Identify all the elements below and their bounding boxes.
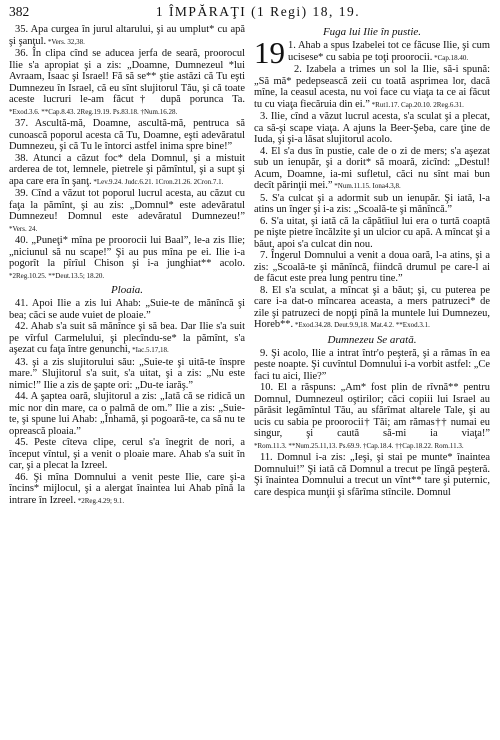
- verse-text: 11. Domnul i-a zis: „Ieşi, şi stai pe munte* înaintea Domnului!” Şi iată că Domnul a trecut pe lîngă peşteră. Şi înaintea Domnului a trecut un vînt** tare şi puternic, care despica munţii şi sfărîma stîncile. Domnul: [254, 452, 490, 498]
- verse: [9, 391, 245, 437]
- cross-reference: *Exod.3.6. **Cap.8.43. 2Reg.19.19. Ps.83.18. †Num.16.28.: [9, 107, 178, 116]
- verse: [9, 321, 245, 357]
- verse: [9, 235, 245, 282]
- page-header: [9, 4, 491, 24]
- cross-reference: *Iac.5.17,18.: [130, 346, 169, 354]
- verse-text: 44. A şaptea oară, slujitorul a zis: „Iată că se ridică un mic nor din mare, ca o palmă de om.” Ilie a zis: „Suie-te, şi spune lui Ahab: „Înhamă, şi pogoară-te, ca să nu te oprească ploaia.”: [9, 391, 245, 437]
- cross-reference: *2Reg.4.29; 9.1.: [75, 496, 125, 505]
- page-number: 382: [9, 4, 30, 19]
- verse: [9, 188, 245, 235]
- verse: [254, 285, 490, 332]
- cross-reference: *Cap.18.40.: [432, 53, 469, 62]
- verse-text: 35. Apa curgea în jurul altarului, şi au umplut* cu apă şi şanţul.: [9, 24, 245, 47]
- verse-text: 9. Şi acolo, Ilie a intrat într'o peşteră, şi a rămas în ea peste noapte. Şi cuvîntul Domnului i-a vorbit astfel: „Ce faci tu aici, Ilie?”: [254, 347, 490, 382]
- verse-text: 7. Îngerul Domnului a venit a doua oară, l-a atins, şi a zis: „Scoală-te şi mănîncă, fiindcă drumul pe care-l ai de făcut este prea lung pentru tine.”: [254, 250, 490, 284]
- verse-text: 5. S'a culcat şi a adormit sub un ienupăr. Şi iată, l-a atins un înger şi i-a zis: „Scoală-te şi mănîncă.”: [254, 192, 490, 215]
- chapter-number: 19: [254, 35, 285, 70]
- verse-text: 4. El s'a dus în pustie, cale de o zi de mers; s'a aşezat sub un ienupăr, şi a dorit* să moară, zicînd: „Destul! Acum, Doamne, ia-mi sufletul, căci nu sînt mai bun decît părinţii mei.”: [254, 145, 490, 191]
- verse: [9, 357, 245, 392]
- verse-text: 41. Apoi Ilie a zis lui Ahab: „Suie-te de mănîncă şi bea; căci se aude vuiet de ploaie.”: [9, 298, 245, 321]
- verse: [254, 250, 490, 285]
- verse-text: 3. Ilie, cînd a văzut lucrul acesta, s'a sculat şi a plecat, ca să-şi scape viaţa. A ajuns la Beer-Şeba, care ţine de Iuda, şi şi-a lăsat slujitorul acolo.: [254, 111, 490, 145]
- section-heading: Dumnezeu Se arată.: [327, 333, 417, 346]
- verse: [254, 193, 490, 216]
- left-column: [9, 24, 245, 736]
- verse-text: 10. El a răspuns: „Am* fost plin de rîvnă** pentru Domnul, Dumnezeul oştirilor; căci copiii lui Israel au părăsit legămîntul Tău, au sfărîmat altarele Tale, şi au ucis cu sabia pe proorocii† Tăi; am rămas†† numai eu singur, şi caută să-mi ia viaţa!”: [254, 382, 490, 439]
- verse: [254, 64, 490, 111]
- verse-text: 8. El s'a sculat, a mîncat şi a băut; şi, cu puterea pe care i-a dat-o mîncarea aceasta, a mers patruzeci* de zile şi patruzeci de nopţi pînă la muntele lui Dumnezeu, Horeb**.: [254, 284, 490, 330]
- verse: [254, 216, 490, 251]
- verse: [9, 472, 245, 508]
- verse: [254, 146, 490, 193]
- verse: [9, 24, 245, 48]
- verse-text: 46. Şi mîna Domnului a venit peste Ilie, care şi-a încins* mijlocul, şi a alergat înaintea lui Ahab pînă la intrare în Izreel.: [9, 471, 245, 506]
- cross-reference: *Num.11.15. Iona4.3,8.: [332, 182, 401, 190]
- verse: [9, 153, 245, 189]
- verse: [9, 298, 245, 321]
- section-heading: Fuga lui Ilie în pustie.: [322, 26, 422, 38]
- right-column: [254, 24, 490, 736]
- verse: [9, 48, 245, 118]
- verse: [254, 111, 490, 146]
- verse-text: 38. Atunci a căzut foc* dela Domnul, şi a mistuit arderea de tot, lemnele, pietrele şi pămîntul, şi a supt şi apa care era în şanţ.: [9, 152, 245, 187]
- verse-text: 2. Izabela a trimes un sol la Ilie, să-i spună: „Să mă* pedepsească zeii cu toată asprimea lor, dacă mîne, la ceasul acesta, nu voi face cu viaţa ta ce ai făcut tu cu viaţa fiecăruia din ei.”: [254, 64, 490, 110]
- verse-text: 45. Peste cîteva clipe, cerul s'a înegrit de nori, a început vîntul, şi a venit o ploaie mare. Ahab s'a suit în car, şi a plecat la Izreel.: [9, 437, 245, 471]
- verse-text: 36. În clipa cînd se aducea jerfa de seară, proorocul Ilie s'a apropiat şi a zis: „Doamne, Dumnezeul *lui Avraam, Isaac şi Israel! Fă să se** ştie astăzi că Tu eşti Dumnezeu în Israel, că eu sînt slujitorul Tău, şi că toate aceste lucruri le-am făcut† după porunca Ta.: [9, 48, 245, 105]
- cross-reference: *Lev.9.24. Judc.6.21. 1Cron.21.26. 2Cron.7.1.: [91, 177, 224, 186]
- text-columns: [9, 24, 491, 736]
- cross-reference: *Rut1.17. Cap.20.10. 2Reg.6.31.: [369, 100, 464, 109]
- verse: [9, 118, 245, 153]
- running-title: 1 ÎMPĂRAŢI (1 Regi) 18, 19.: [155, 4, 361, 19]
- cross-reference: *Exod.34.28. Deut.9.9,18. Mat.4.2. **Exod.3.1.: [293, 321, 430, 329]
- verse: [254, 452, 490, 498]
- cross-reference: *Vers. 24.: [9, 224, 38, 233]
- verse-text: 42. Ahab s'a suit să mănînce şi să bea. Dar Ilie s'a suit pe vîrful Carmelului, şi plecîndu-se* la pămînt, s'a aşezat cu faţa între genunchi,: [9, 321, 245, 355]
- verse: [9, 437, 245, 472]
- verse-text: 43. şi a zis slujitorului său: „Suie-te şi uită-te înspre mare.” Slujitorul s'a suit, s'a uitat, şi a zis: „Nu este nimic!” Ilie a zis de şapte ori: „Du-te iarăş.”: [9, 356, 245, 391]
- verse-text: 1. Ahab a spus Izabelei tot ce făcuse Ilie, şi cum ucisese* cu sabia pe toţi proorocii.: [288, 40, 490, 63]
- verse-text: 40. „Puneţi* mîna pe proorocii lui Baal”, le-a zis Ilie; „niciunul să nu scape!” Şi au pus mîna pe ei. Ilie i-a pogorît la pîrîul Chison şi i-a junghiat** acolo.: [9, 235, 245, 269]
- cross-reference: *2Reg.10.25. **Deut.13.5; 18.20.: [9, 271, 105, 280]
- verse: [254, 382, 490, 452]
- verse-text: 37. Ascultă-mă, Doamne, ascultă-mă, pentruca să cunoască poporul acesta că Tu, Doamne, eşti adevăratul Dumnezeu, şi că Tu le întorci astfel inima spre bine!”: [9, 118, 245, 152]
- cross-reference: *Rom.11.3. **Num.25.11,13. Ps.69.9. †Cap.18.4. ††Cap.18.22. Rom.11.3.: [254, 441, 464, 450]
- section-heading: Ploaia.: [110, 284, 144, 296]
- verse-text: 6. S'a uitat, şi iată că la căpătîiul lui era o turtă coaptă pe nişte pietre încălzite şi un ulcior cu apă. A mîncat şi a băut, apoi s'a culcat din nou.: [254, 215, 490, 250]
- cross-reference: *Vers. 32,38.: [46, 37, 85, 46]
- verse-text: 39. Cînd a văzut tot poporul lucrul acesta, au căzut cu faţa la pămînt, şi au zis: „Domnul* este adevăratul Dumnezeu! Domnul este adevăratul Dumnezeu!”: [9, 188, 245, 222]
- verse: [254, 348, 490, 383]
- verse: [254, 35, 490, 70]
